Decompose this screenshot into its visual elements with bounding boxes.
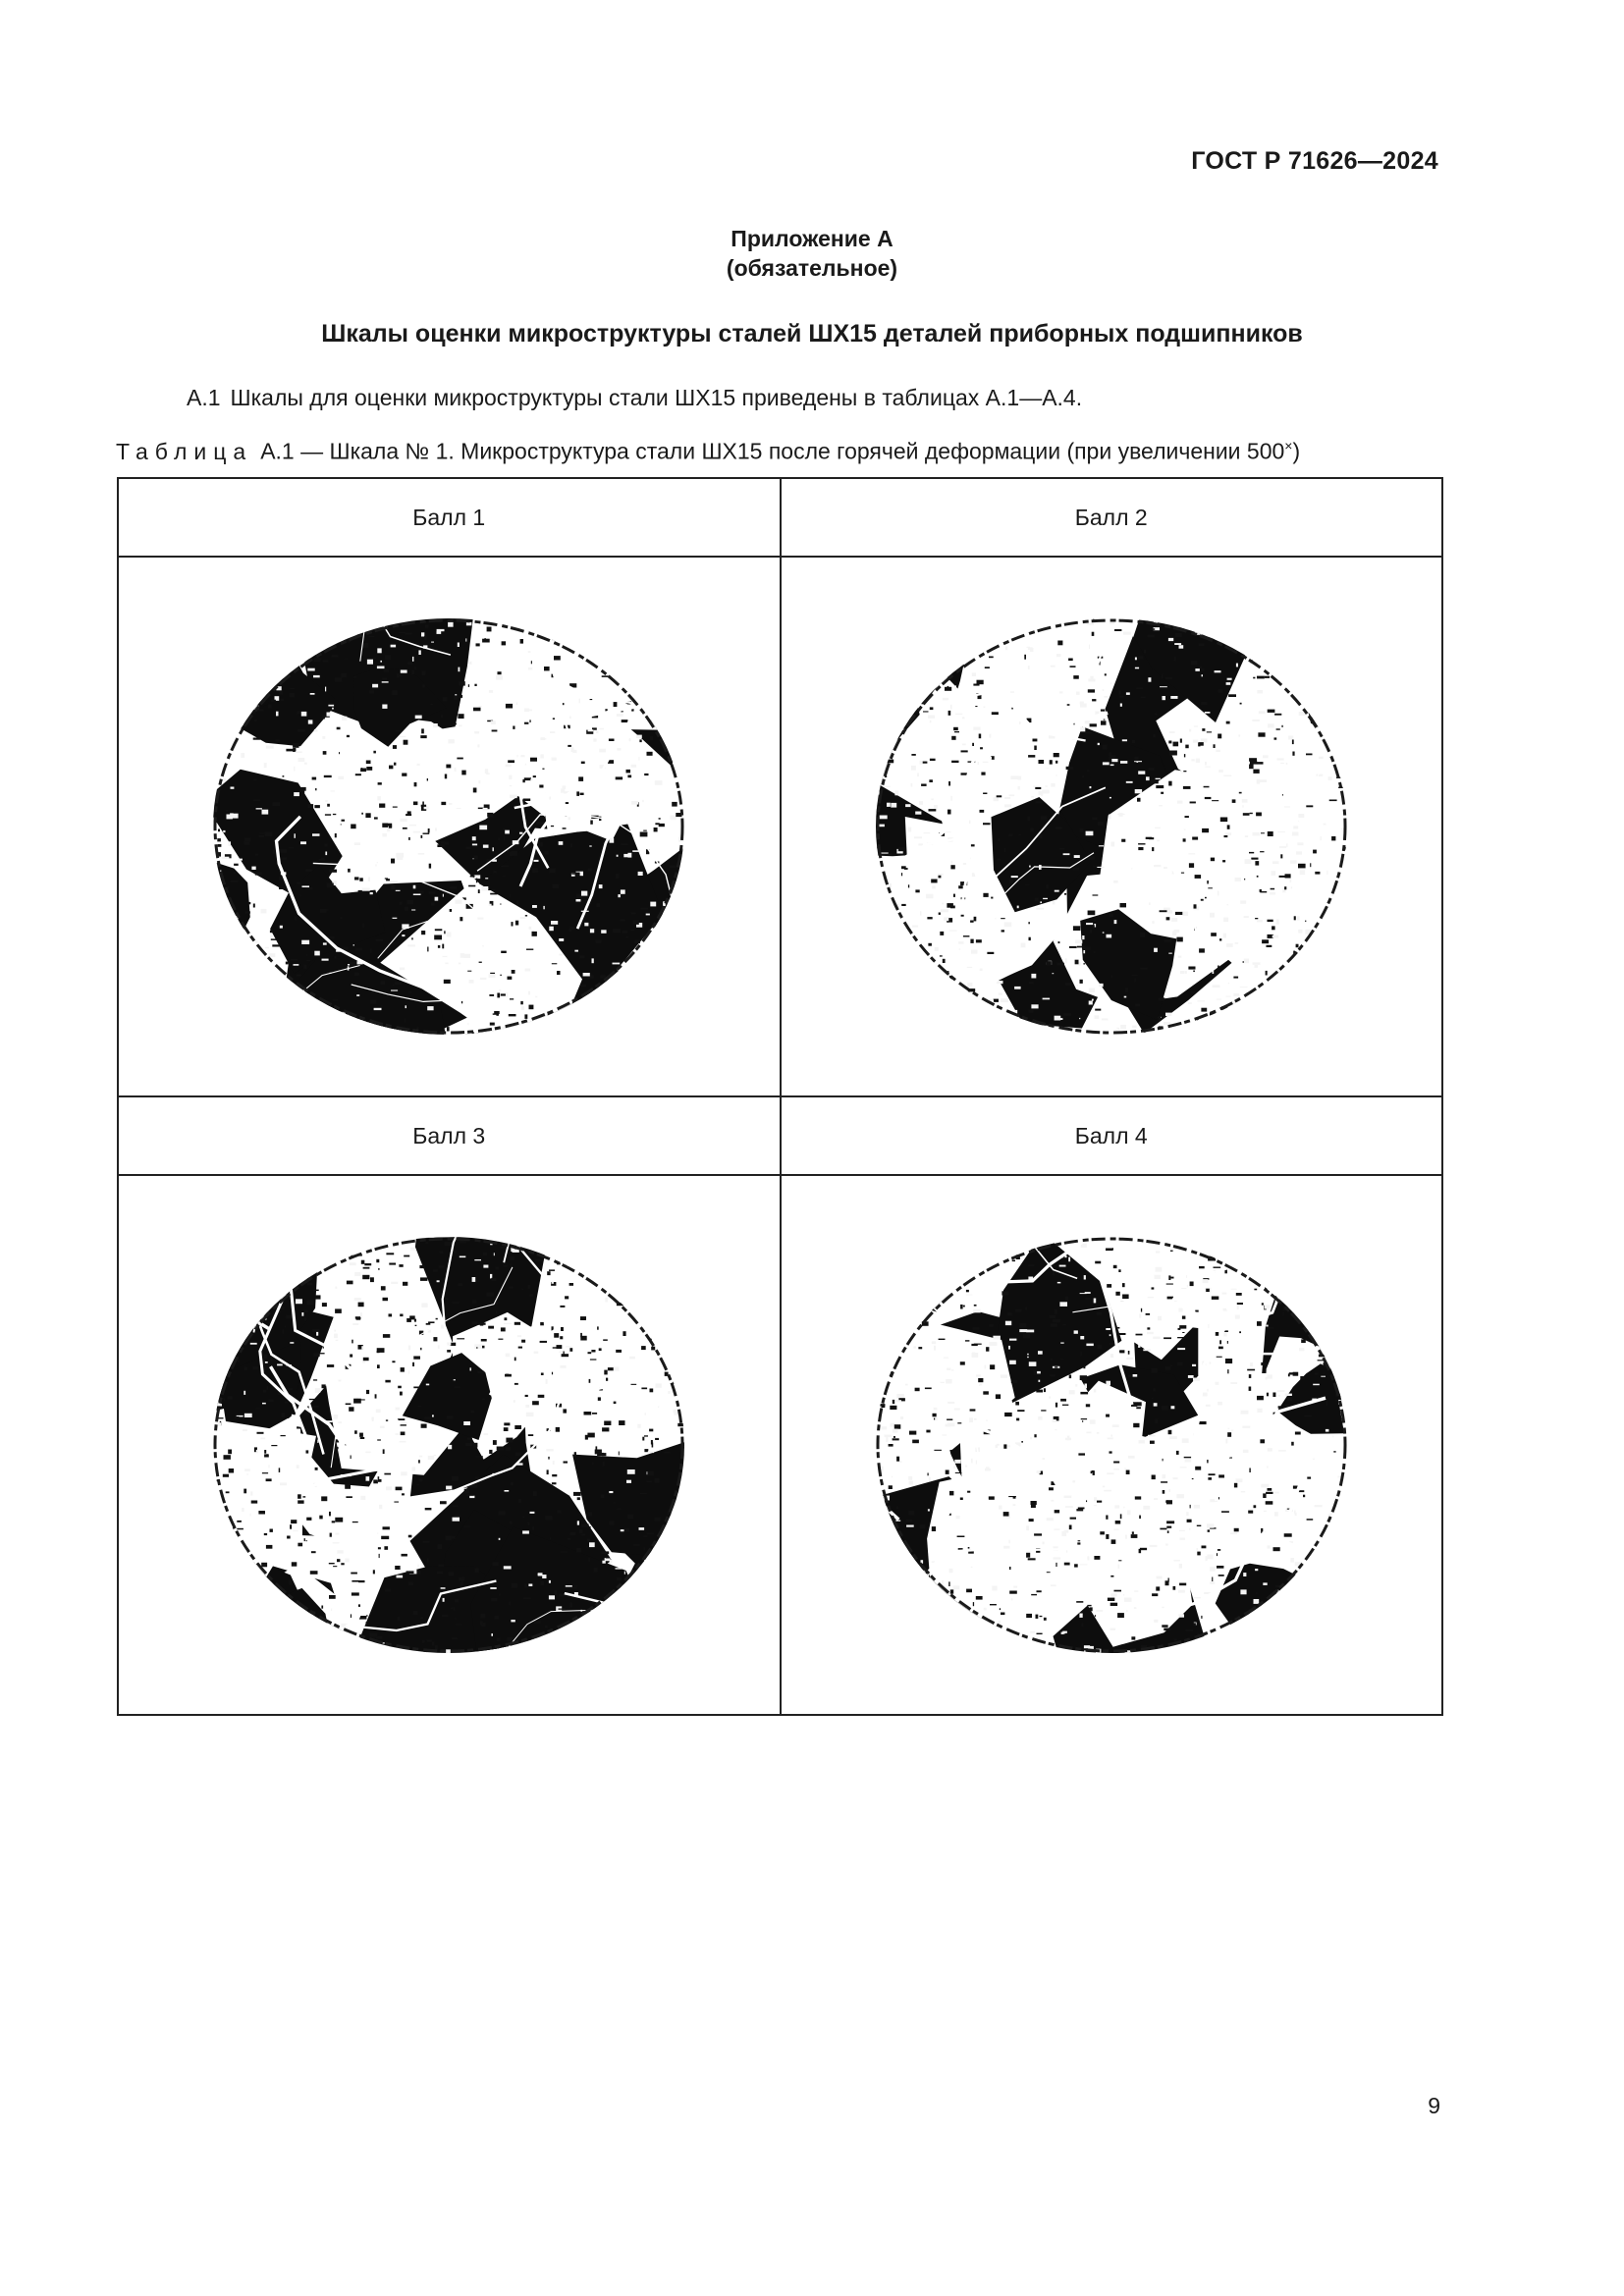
- score-label-3: Балл 3: [118, 1096, 781, 1175]
- appendix-status: (обязательное): [726, 255, 898, 281]
- micrograph-image-4: [868, 1229, 1355, 1661]
- micrograph-image-2: [868, 611, 1355, 1042]
- micrograph-cell-4: [781, 1175, 1443, 1715]
- paragraph-a1: [187, 385, 1082, 411]
- table-caption-prefix: Таблица: [116, 438, 253, 464]
- score-label-1: Балл 1: [118, 478, 781, 557]
- table-caption-text: А.1 — Шкала № 1. Микроструктура стали ШХ15 после горячей деформации (при увеличении 500: [260, 438, 1285, 464]
- table-caption-suffix: ): [1292, 438, 1301, 464]
- microstructure-scale-table: [117, 477, 1443, 1716]
- paragraph-text: Шкалы для оценки микроструктуры стали ШХ15 приведены в таблицах А.1—А.4.: [230, 385, 1083, 410]
- micrograph-cell-3: [118, 1175, 781, 1715]
- paragraph-number: А.1: [187, 385, 221, 410]
- appendix-title-block: [0, 224, 1624, 283]
- magnification-sign: ×: [1284, 438, 1293, 454]
- micrograph-cell-1: [118, 557, 781, 1096]
- micrograph-image-3: [205, 1229, 692, 1661]
- appendix-title: Приложение А: [731, 226, 893, 251]
- table-header-row: [118, 478, 1442, 557]
- section-heading: Шкалы оценки микроструктуры сталей ШХ15 деталей приборных подшипников: [321, 320, 1303, 347]
- table-header-row: [118, 1096, 1442, 1175]
- page-number: 9: [1428, 2093, 1440, 2118]
- micrograph-image-1: [205, 611, 692, 1042]
- table-image-row: [118, 557, 1442, 1096]
- table-image-row: [118, 1175, 1442, 1715]
- standard-code: ГОСТ Р 71626—2024: [1191, 147, 1438, 175]
- score-label-2: Балл 2: [781, 478, 1443, 557]
- micrograph-cell-2: [781, 557, 1443, 1096]
- score-label-4: Балл 4: [781, 1096, 1443, 1175]
- table-caption: [116, 438, 1300, 465]
